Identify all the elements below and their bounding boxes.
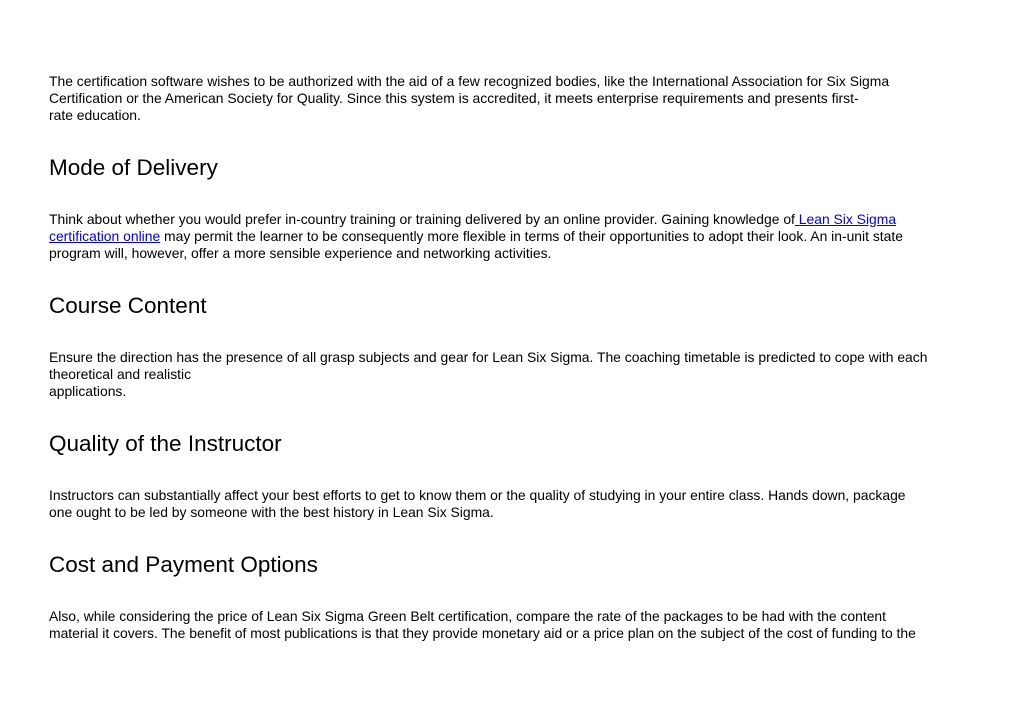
content-line-1: Ensure the direction has the presence of all grasp subjects and gear for Lean Six Sigma. The coaching timetable is predicted to cope with each: [49, 349, 928, 365]
heading-quality-of-instructor: Quality of the Instructor: [49, 431, 282, 456]
heading-cost-and-payment-options: Cost and Payment Options: [49, 552, 318, 577]
lean-six-sigma-link-part-1[interactable]: Lean Six Sigma: [794, 211, 897, 227]
delivery-line-2-text: may permit the learner to be consequently more flexible in terms of their opportunities to adopt their look. An in-unit state: [160, 228, 903, 244]
content-line-3: applications.: [49, 383, 127, 399]
intro-line-3: rate education.: [49, 107, 141, 123]
intro-line-2: Certification or the American Society for Quality. Since this system is accredited, it meets enterprise requirements and presents first-: [49, 90, 859, 106]
delivery-line-1-text: Think about whether you would prefer in-country training or training delivered by an online provider. Gaining knowledge of: [49, 211, 795, 227]
instructor-line-2: one ought to be led by someone with the best history in Lean Six Sigma.: [49, 504, 494, 520]
delivery-line-1: [49, 211, 903, 228]
heading-course-content: Course Content: [49, 293, 207, 318]
delivery-line-2: [49, 228, 903, 245]
cost-line-2: material it covers. The benefit of most publications is that they provide monetary aid or a price plan on the subject of the cost of funding to the: [49, 625, 916, 641]
content-paragraph: [49, 349, 927, 400]
cost-paragraph: [49, 608, 916, 642]
instructor-line-1: Instructors can substantially affect your best efforts to get to know them or the quality of studying in your entire class. Hands down, package: [49, 487, 906, 503]
instructor-paragraph: [49, 487, 906, 521]
cost-line-1: Also, while considering the price of Lean Six Sigma Green Belt certification, compare the rate of the packages to be had with the content: [49, 608, 886, 624]
content-line-2: theoretical and realistic: [49, 366, 192, 382]
intro-paragraph: [49, 73, 889, 124]
lean-six-sigma-link-part-2[interactable]: certification online: [49, 228, 161, 244]
delivery-paragraph: [49, 211, 903, 262]
delivery-line-3: program will, however, offer a more sensible experience and networking activities.: [49, 245, 552, 261]
intro-line-1: The certification software wishes to be authorized with the aid of a few recognized bodies, like the International Association for Six Sigma: [49, 73, 890, 89]
heading-mode-of-delivery: Mode of Delivery: [49, 155, 218, 180]
